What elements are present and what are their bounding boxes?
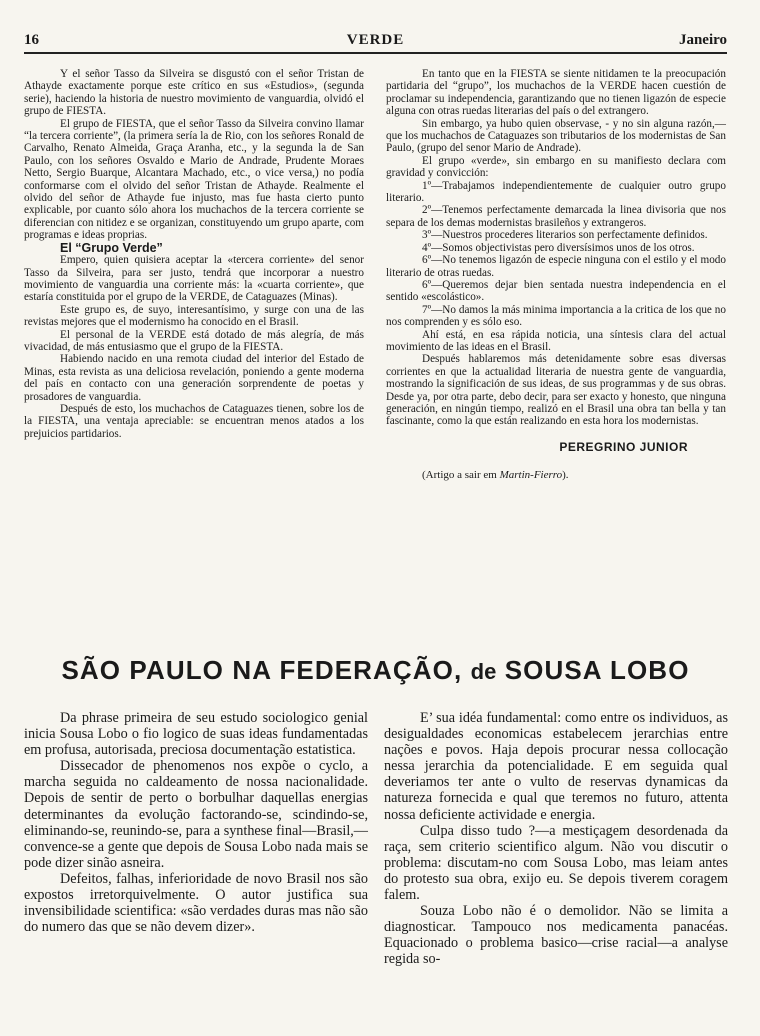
- publication-title: VERDE: [346, 32, 405, 48]
- paragraph: E’ sua idéa fundamental: como entre os individuos, as desigualdades economicas estabelecem jerarchias entre nações e povos. Haja depois procurar nessa collocação nessa jerarchia da potencialidade. E em seguida qual deveriamos ter ante o vulto de reservas dynamicas da natureza fornecida e qual que teremos no futuro, attenta nossa deficiente actividade e energia.: [384, 710, 728, 823]
- manifesto-item: 2º—Tenemos perfectamente demarcada la linea divisoria que nos separa de los demas modernistas brasileños y extrangeros.: [386, 204, 726, 229]
- article-sao-paulo-columns: [24, 710, 727, 1036]
- paragraph: El grupo «verde», sin embargo en su manifiesto declara com gravidad y convicción:: [386, 154, 726, 180]
- manifesto-item: 1º—Trabajamos independientemente de cualquier outro grupo literario.: [386, 179, 726, 205]
- issue-month: Janeiro: [678, 32, 727, 48]
- page-header: [24, 30, 727, 54]
- section-heading: El “Grupo Verde”: [60, 240, 163, 255]
- author-signature: PEREGRINO JUNIOR: [559, 439, 688, 454]
- article-verde-right-column: [386, 68, 726, 482]
- article-title-main: SÃO PAULO NA FEDERAÇÃO,: [61, 655, 463, 685]
- paragraph: Este grupo es, de suyo, interesantísimo, y surge con una de las revistas mejores que el modernismo ha conocido en el Brasil.: [24, 303, 364, 329]
- paragraph: Después de esto, los muchachos de Cataguazes tienen, sobre los de la FIESTA, una ventaja apreciable: se encuentran menos atados a los prejuicios partidarios.: [24, 402, 364, 440]
- paragraph: Y el señor Tasso da Silveira se disgustó con el señor Tristan de Athayde exactamente porque este crítico en sus «Estudios», (segunda serie), haciendo la historia de nuestro movimiento de vanguardia, olvidó el grupo de FIESTA.: [24, 68, 364, 118]
- article-title-author: SOUSA LOBO: [504, 655, 690, 685]
- paragraph: Habiendo nacido en una remota ciudad del interior del Estado de Minas, esta revista as una deliciosa revelación, poniendo a gente moderna del país en contacto con una generación sorprendente de poetas y prosadores de vanguardia.: [24, 353, 364, 403]
- source-note-prefix: (Artigo a sair em: [422, 469, 500, 482]
- manifesto-item: 6º—No tenemos ligazón de especie ninguna con el estilo y el modo literario de otras ruedas.: [386, 254, 726, 279]
- manifesto-item: 7º—No damos la más minima importancia a la critica de los que no nos comprenden y es sólo eso.: [386, 303, 726, 329]
- paragraph: Culpa disso tudo ?—a mestiçagem desordenada da raça, sem criterio scientifico algum. Não vou discutir o problema: discutam-no com Sousa Lobo, mas leiam antes do protesto sua obra, exijo eu. Se depois tiverem coragem falem.: [384, 822, 728, 904]
- paragraph: El personal de la VERDE está dotado de más alegría, de más vivacidad, de más entusiasmo que el grupo de la FIESTA.: [24, 328, 364, 353]
- paragraph: Souza Lobo não é o demolidor. Não se limita a diagnosticar. Tampouco nos medicamenta panacéas. Equacionado o problema basico—crise racial—a analyse regida so-: [384, 903, 728, 968]
- paragraph: Defeitos, falhas, inferioridade de novo Brasil nos são expostos irretorquivelmente. O autor justifica sua invensibilidade scientifica: «são verdades duras mas não são do numero das que se não devem dizer».: [24, 870, 368, 936]
- source-note-suffix: ).: [562, 469, 569, 482]
- source-publication: Martin-Fierro: [499, 469, 563, 482]
- manifesto-item: 3º—Nuestros procederes literarios son perfectamente definidos.: [422, 229, 708, 242]
- paragraph: Ahí está, en esa rápida noticia, una síntesis clara del actual movimiento de las ideas en el Brasil.: [386, 328, 726, 353]
- paragraph: El grupo de FIESTA, que el señor Tasso da Silveira convino llamar “la tercera corriente”, (la primera sería la de Rio, con los señores Ronald de Carvalho, Renato Almeida, Graça Aranha, etc., y la segunda la de San Paulo, con los señores Osvaldo e Mario de Andrade, Prudente Moraes Netto, Sergio Buarque, Alcantara Machado, etc., o vice versa,) no podía conformarse com el olvido del señor Tristan de Athayde. Realmente el olvido del señor de Athayde fue injusto, mas fue hasta cierto punto explicable, por cuanto sólo ahora los muchachos de la tercera corriente se diferencian con nitidez e se organizan, constituyendo um grupo aparte, com programas e ideas proprias.: [24, 117, 364, 242]
- paragraph: Sin embargo, ya hubo quien observase, - y no sin alguna razón,—que los muchachos de Cataguazes son tributarios de los modernistas de San Paulo, (grupo del senor Mario de Andrade).: [386, 117, 726, 155]
- manifesto-item: 4º—Somos objectivistas pero diversísimos unos de los otros.: [422, 241, 695, 254]
- source-note: [386, 469, 726, 481]
- article-title: [24, 655, 727, 686]
- page-number: 16: [24, 32, 39, 48]
- paragraph: Da phrase primeira de seu estudo sociologico genial inicia Sousa Lobo o fio logico de suas ideas fundamentadas em profusa, autorisada, preciosa documentação estatistica.: [24, 710, 368, 759]
- paragraph: Después hablaremos más detenidamente sobre esas diversas corrientes en que la actualidad literaria de nuestra gente de vanguardia, mostrando la significación de sus ideas, de sus programmas y de sus obras. Desde ya, por otra parte, debo decir, para ser exacto y honesto, que ninguna generación, en ningún tiempo, realizó en el Brasil una obra tan bella y tan fascinante, como la que están realizando en esta hora los modernistas.: [386, 353, 726, 428]
- article-verde-columns: [24, 68, 727, 628]
- paragraph: En tanto que en la FIESTA se siente nitidamen te la preocupación partidaria del “grupo”, los muchachos de la VERDE hacen cuestión de proclamar su independencia, garantizando que no tienen ligazón de especie alguna con otras ruedas literarias del país o del extrangero.: [386, 68, 726, 118]
- article-title-de: de: [470, 659, 497, 684]
- manifesto-item: 6º—Queremos dejar bien sentada nuestra independencia en el sentido «escolástico».: [386, 278, 726, 304]
- article-sao-paulo-right-column: [384, 710, 728, 968]
- paragraph: Empero, quien quisiera aceptar la «tercera corriente» del senor Tasso da Silveira, para ser justo, tendrá que incorporar a nuestro movimiento de vanguardia una corriente más: la «cuarta corriente», que estaría constituida por el grupo de la VERDE, de Cataguazes (Minas).: [24, 254, 364, 304]
- paragraph: Dissecador de phenomenos nos expõe o cyclo, a marcha seguida no caldeamento de nossa nacionalidade. Depois de sentir de perto o borbulhar daquellas energias determinantes da evolução factorando-se, scindindo-se, eliminando-se, reunindo-se, para a synthese final—Brasil,—convence-se a gente que depois de Sousa Lobo nada mais se pode dizer sinão asneira.: [24, 758, 368, 871]
- article-sao-paulo-left-column: [24, 710, 368, 935]
- article-verde-left-column: [24, 68, 364, 440]
